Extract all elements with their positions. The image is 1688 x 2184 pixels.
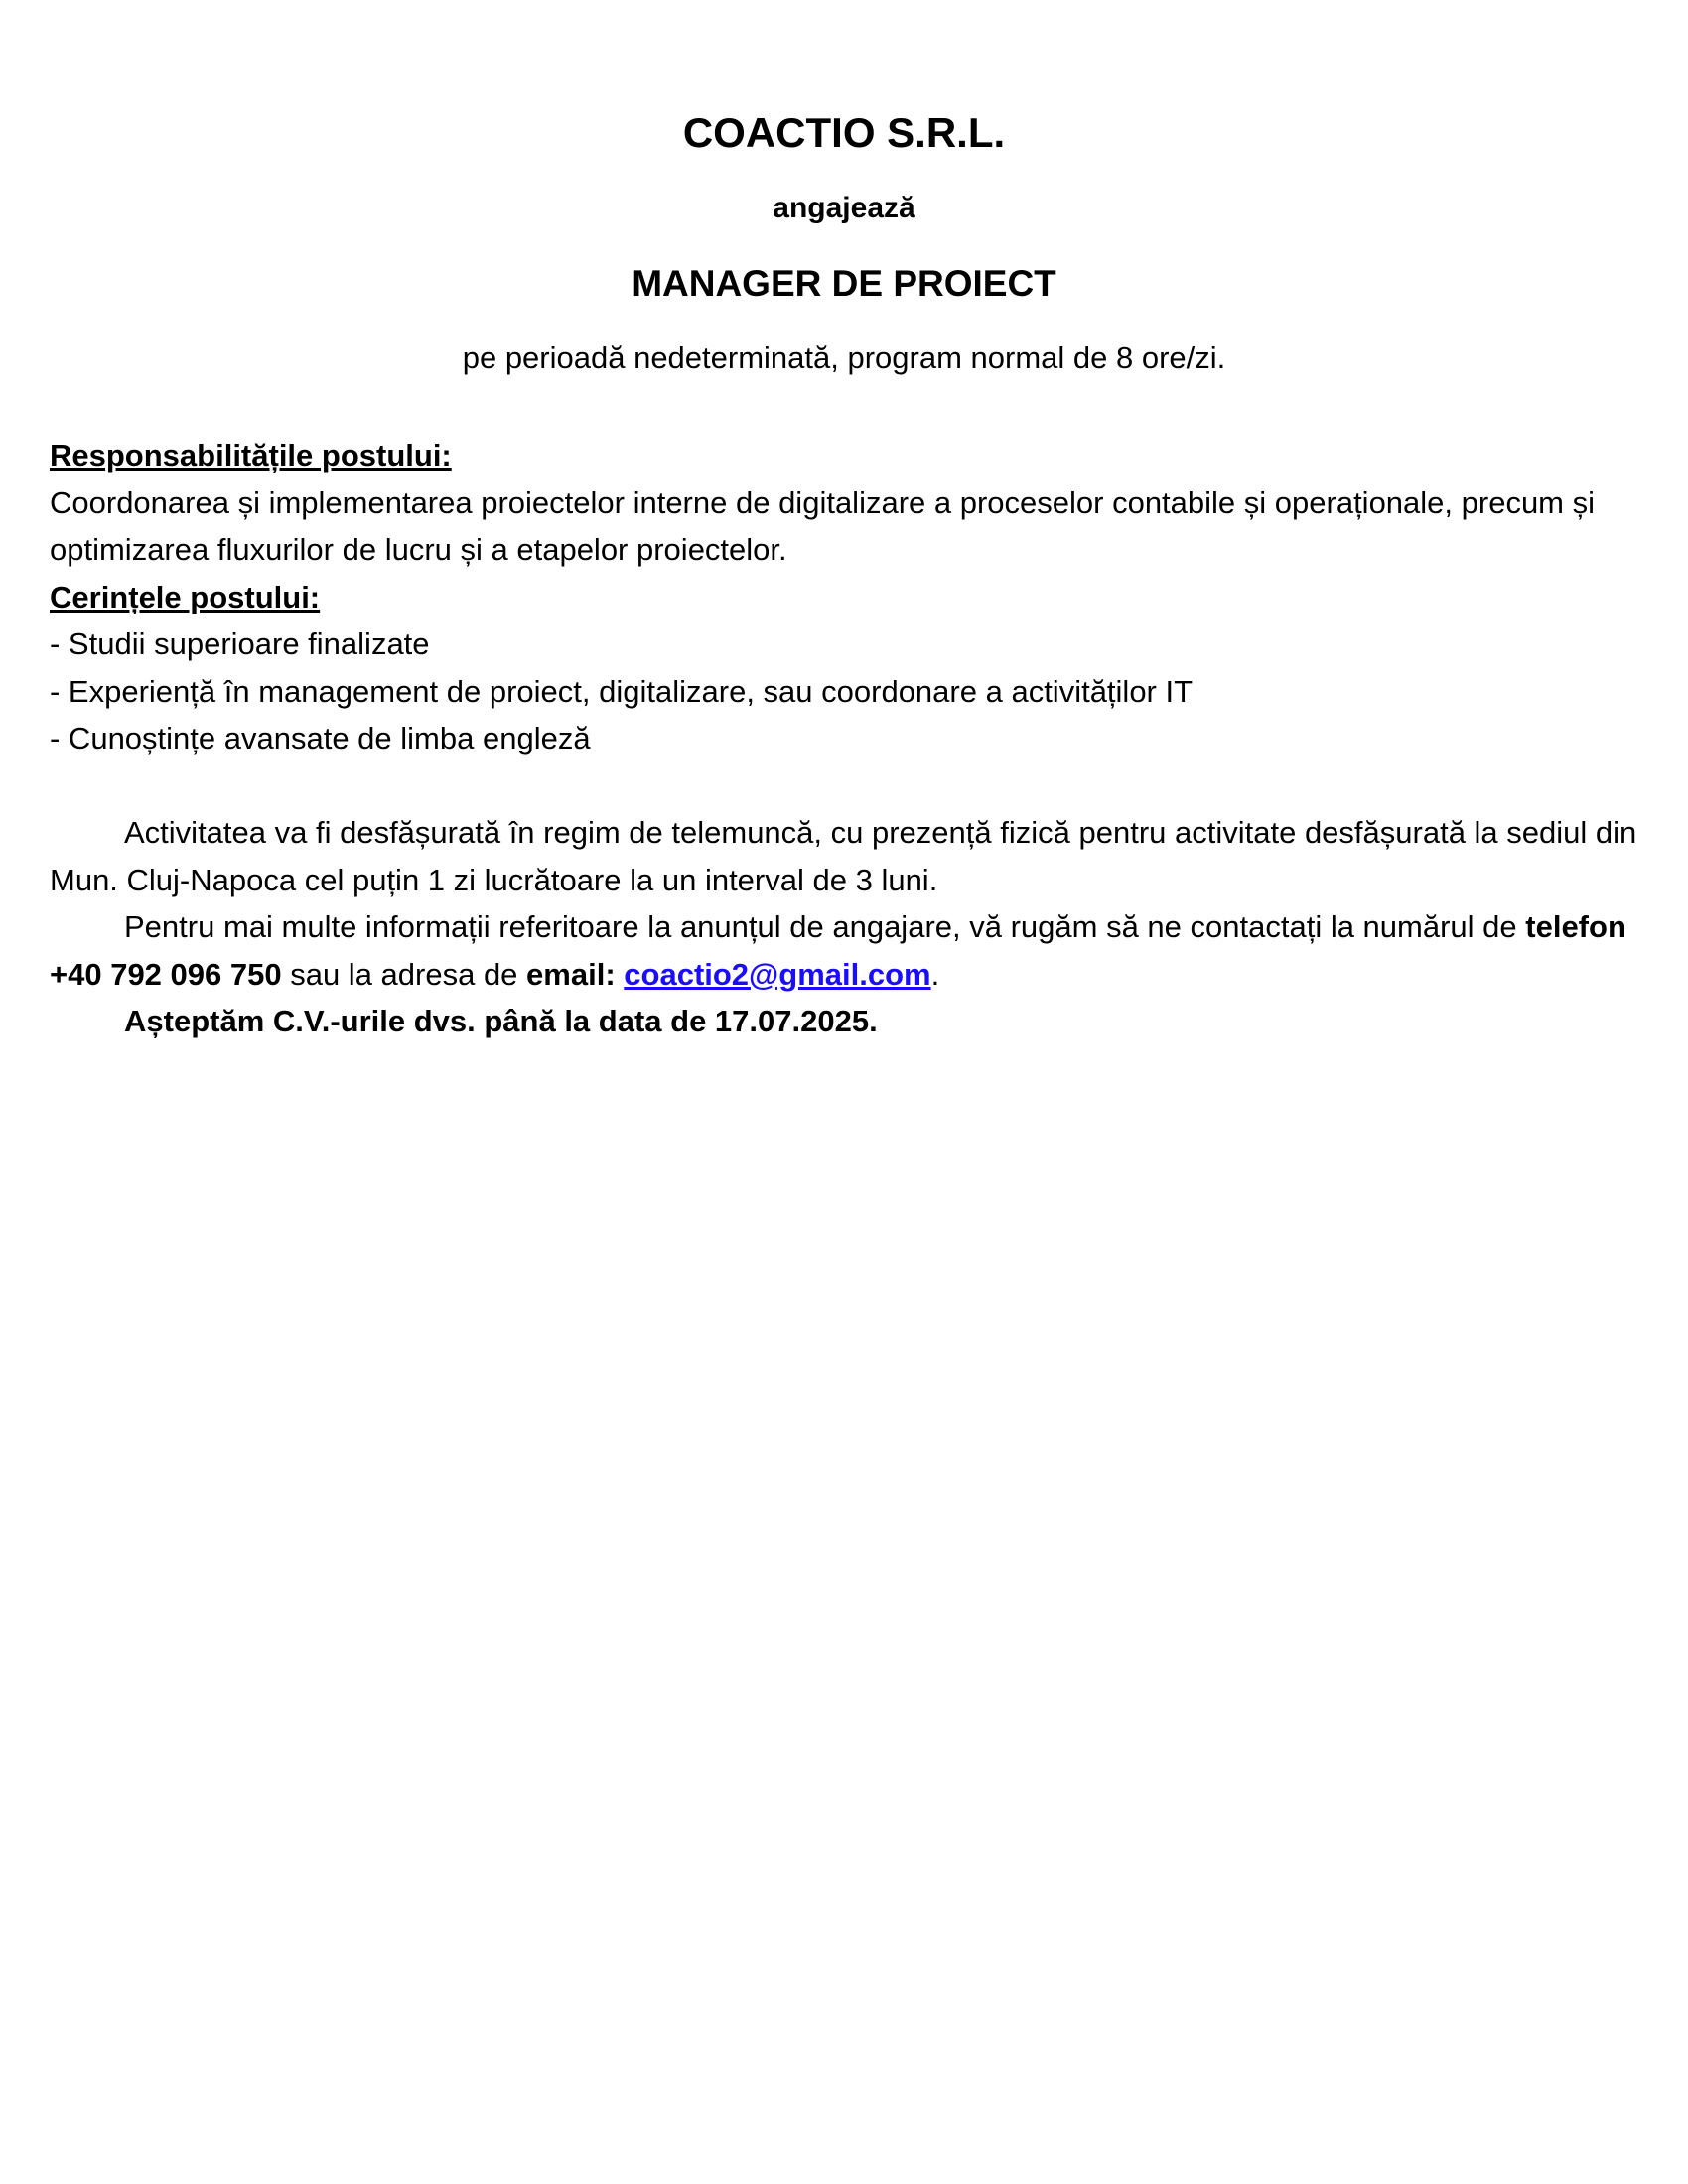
contact-paragraph — [50, 903, 1638, 998]
company-name: COACTIO S.R.L. — [682, 109, 1006, 156]
requirement-item: - Studii superioare finalizate — [50, 626, 430, 661]
responsibilities-text: Coordonarea și implementarea proiectelor interne de digitalizare a proceselor contabile și operaționale, precum și optimizarea fluxurilor de lucru și a etapelor proiectelor. — [50, 484, 1596, 567]
announcement-body — [50, 432, 1638, 1045]
contact-intro-text: Pentru mai multe informații referitoare la anunțul de angajare, vă rugăm să ne contactați la numărul de — [124, 909, 1526, 944]
email-space — [616, 957, 625, 992]
email-label: email: — [526, 956, 616, 992]
contact-end-text: . — [930, 956, 940, 992]
phone-number: telefon +40 792 096 750 — [50, 909, 1626, 992]
work-mode-paragraph: Activitatea va fi desfășurată în regim de telemuncă, cu prezență fizică pentru activitate desfășurată la sediul din Mun. Cluj-Napoca cel puțin 1 zi lucrătoare la un interval de 3 luni. — [50, 815, 1637, 897]
deadline-paragraph: Așteptăm C.V.-urile dvs. până la data de 17.07.2025. — [124, 1004, 878, 1038]
contact-mid-text: sau la adresa de — [281, 956, 527, 992]
paragraph-spacer — [50, 762, 1638, 810]
responsibilities-heading: Responsabilitățile postului: — [50, 438, 452, 473]
employment-terms: pe perioadă nedeterminată, program normal de 8 ore/zi. — [462, 341, 1226, 375]
hiring-verb: angajează — [773, 192, 915, 224]
requirement-item: - Cunoștințe avansate de limba engleză — [50, 721, 591, 755]
requirements-heading: Cerințele postului: — [50, 579, 321, 614]
email-link[interactable]: coactio2@gmail.com — [624, 956, 931, 992]
requirement-item: - Experiență în management de proiect, digitalizare, sau coordonare a activităților IT — [50, 673, 1194, 709]
job-title: MANAGER DE PROIECT — [632, 263, 1056, 304]
